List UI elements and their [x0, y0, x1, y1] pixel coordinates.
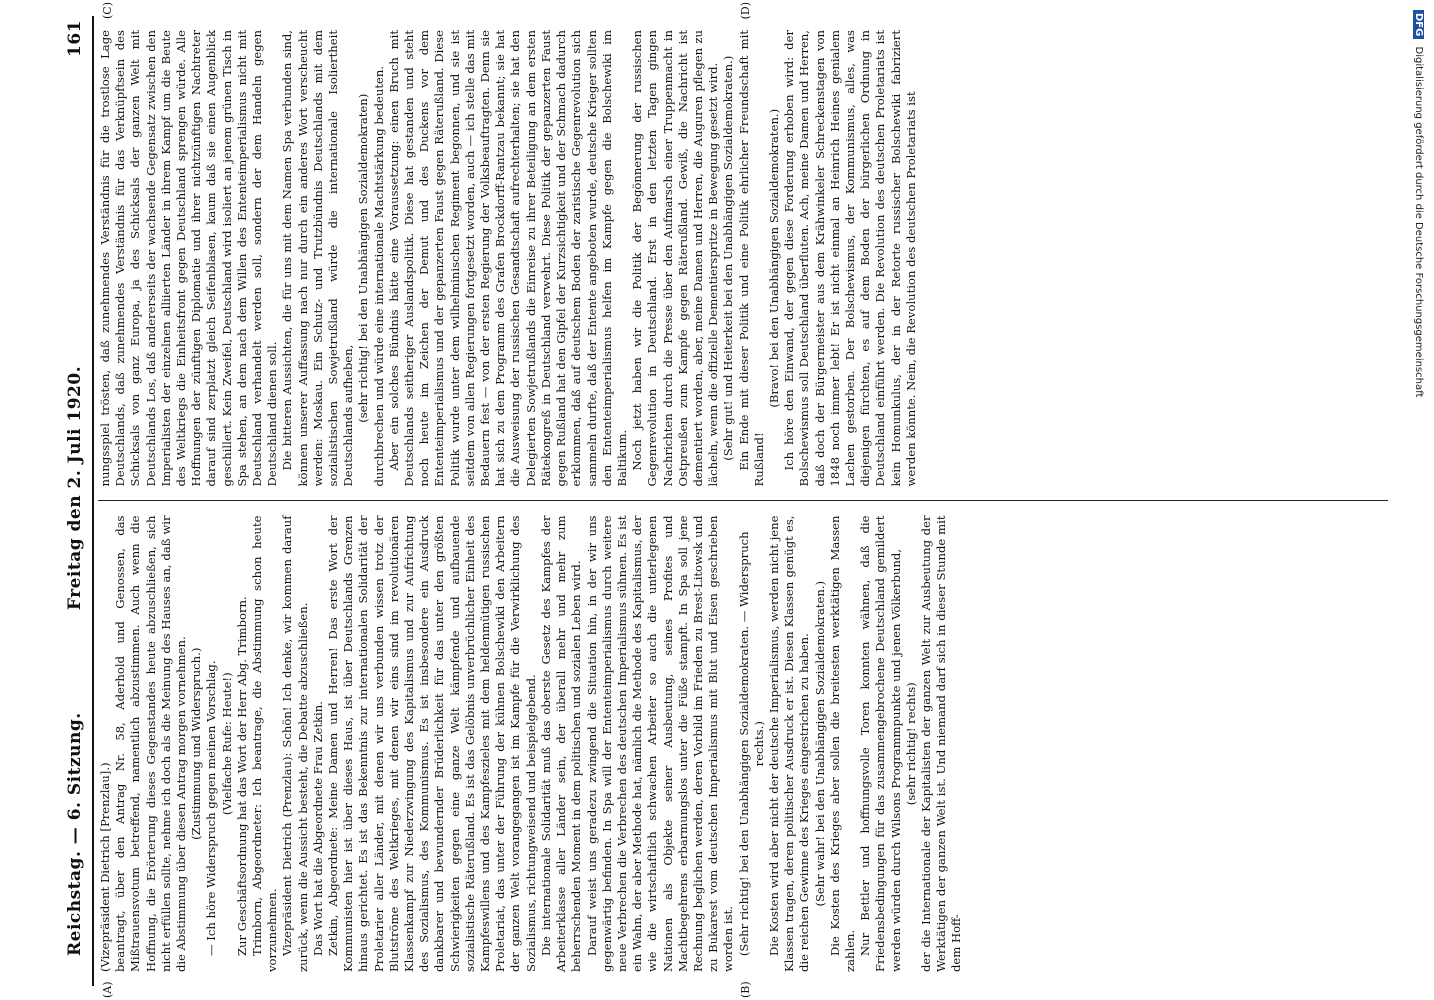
paragraph: Zetkin, Abgeordnete: Meine Damen und Herren! Das erste Wort der Kommunisten hier ist über dieses Haus, ist über Deutschlands Grenzen hinaus gerichtet. Es ist das Bekenntnis zur internationalen Solidarität der Proletarier aller Länder, mit denen wir uns verbunden wissen trotz der Blutströme des Weltkrieges, mit denen wir eins sind im revolutionären Klassenkampf zur Niederzwingung des Kapitalismus und zur Aufrichtung des Sozialismus, des Kommunismus. Es ist insbesondere ein Ausdruck dankbarer und bewundernder Brüderlichkeit für das unter den größten Schwierigkeiten gegen eine ganze Welt kämpfende und aufbauende sozialistische Räterußland. Es ist das Gelöbnis unverbrüchlicher Einheit des Kampfeswillens und des Kampfeszieles mit dem heldenmütigen russischen Proletariat, das unter der Führung der kühnen Bolschewiki den Arbeitern der ganzen Welt vorangegangen ist im Kampfe für die Verwirklichung des Sozialismus, richtungweisend und beispielgebend. — [326, 515, 538, 972]
header-date: Freitag den 2. Juli 1920. — [65, 365, 85, 611]
paragraph: Vizepräsident Dietrich (Prenzlau): Schön! Ich denke, wir kommen darauf zurück, wenn die Aussicht besteht, die Debatte abzuschließen. — [280, 515, 310, 972]
paragraph: Darauf weist uns geradezu zwingend die Situation hin, in der wir uns gegenwärtig befinden. In Spa will der Ententeimperialismus durch weitere neue Verbrechen die Verbrechen des deutschen Imperialismus sühnen. Es ist ein Wahn, der aber Methode hat, nämlich die Methode des Kapitalismus, der wie die wirtschaftlich schwachen Arbeiter so auch die unterlegenen Nationen als Objekte seiner Ausbeutung, seines Profites und Machtbegehrens erbarmungslos unter die Füße stampft. In Spa soll jene Rechnung beglichen werden, deren Vorbild im Frieden zu Brest-Litowsk und zu Bukarest vom deutschen Imperialismus mit Blut und Eisen geschrieben worden ist. — [584, 515, 736, 972]
paragraph: Die bitteren Aussichten, die für uns mit dem Namen Spa verbunden sind, können unserer Auffassung nach nur durch ein anderes Wort verscheucht werden: Moskau. Ein Schutz- und Trutzbündnis Deutschlands mit dem sozialistischen Sowjetrußland würde die internationale Isoliertheit Deutschlands aufheben, — [280, 30, 356, 487]
interjection: (Sehr wahr! bei den Unabhängigen Sozialdemokraten.) — [812, 580, 827, 907]
interjection: (Sehr richtig! bei den Unabhängigen Sozialdemokraten. — Widerspruch rechts.) — [736, 531, 766, 957]
document-page — [58, 2, 1388, 998]
paragraph: Ein Ende mit dieser Politik und eine Politik ehrlicher Freundschaft mit Rußland! — [736, 30, 766, 487]
paragraph: Zur Geschäftsordnung hat das Wort der Herr Abg. Trimborn. — [234, 596, 249, 956]
interjection: (sehr richtig! bei den Unabhängigen Sozialdemokraten) — [356, 93, 371, 423]
text-columns — [98, 2, 1388, 998]
margin-marker-b: (B) — [739, 981, 752, 998]
paragraph: Trimborn, Abgeordneter: Ich beantrage, die Abstimmung schon heute vorzunehmen. — [250, 515, 280, 972]
paragraph: Die Kosten des Krieges aber sollen die breitesten werktätigen Massen zahlen. — [827, 515, 857, 972]
paragraph: Ich höre den Einwand, der gegen diese Forderung erhoben wird: der Bolschewismus soll Deutschland überfluten. Ach, meine Damen und Herren, daß doch der Bürgermeister aus dem Krähwinkeler Schreckenstagen von 1848 noch immer lebt! Er ist nicht einmal an Heinrich Heines genialem Lachen gestorben. Der Bolschewismus, der Kommunismus, alles, was diejenigen fürchten, es auf dem Boden der bürgerlichen Ordnung in Deutschland einführt werden. Die Revolution des deutschen Proletariats ist kein Homunkulus, der in der Retorte russischer Bolschewiki fabriziert werden könnte. Nein, die Revolution des deutschen Proletariats ist — [782, 30, 918, 487]
paragraph: Noch jetzt haben wir die Politik der Begönnerung der russischen Gegenrevolution in Deutschland. Erst in den letzten Tagen gingen Nachrichten durch die Presse über den Aufmarsch einer Truppenmacht in Ostpreußen zum Kampfe gegen Räterußland. Gewiß, die Nachricht ist dementiert worden, aber, meine Damen und Herren, die Auguren pflegen zu lächeln, wenn die offizielle Dementierspritze in Bewegung gesetzt wird. — [630, 30, 721, 487]
credit-text: Digitalisierung gefördert durch die Deutsche Forschungsgemeinschaft — [1413, 46, 1424, 398]
digitization-credit — [1406, 10, 1430, 410]
paragraph: Das Wort hat die Abgeordnete Frau Zetkin. — [310, 701, 325, 956]
paragraph: — Ich höre Widerspruch gegen meinen Vorschlag. — [204, 660, 219, 956]
page-number: 161 — [65, 20, 85, 57]
margin-marker-a: (A) — [101, 981, 114, 998]
paragraph: durchbrechen und würde eine internationale Machtstärkung bedeuten. — [371, 65, 386, 487]
margin-marker-d: (D) — [739, 2, 752, 20]
column-left — [98, 502, 1388, 998]
interjection: (sehr richtig! rechts) — [903, 682, 918, 806]
paragraph: Die Kosten wird aber nicht der deutsche Imperialismus, werden nicht jene Klassen tragen, deren politischer Ausdruck er ist. Diesen Klassen genügt es, die reichen Gewinne des Krieges eingestrichen zu haben. — [766, 515, 812, 972]
speaker-header: (Vizepräsident Dietrich [Prenzlau].) — [98, 762, 112, 972]
paragraph: Aber ein solches Bündnis hätte eine Voraussetzung: einen Bruch mit Deutschlands seitheriger Auslandspolitik. Diese hat gestanden und steht noch heute im Zeichen der Demut und des Duckens vor dem Ententeimperialismus und der gepanzerten Faust gegen Räterußland. Diese Politik wurde unter dem wilhelminischen Regiment begonnen, und sie ist seitdem von allen Regierungen fortgesetzt worden, auch — ich stelle das mit Bedauern fest — von der ersten Regierung der Volksbeauftragten. Denn sie hat sich zu dem Programm des Grafen Brockdorff-Rantzau bekannt; sie hat die Ausweisung der russischen Gesandtschaft aufrechterhalten; sie hat den Delegierten Sowjetrußlands die Einreise zu ihrer Beteiligung an dem ersten Rätekongreß in Deutschland verwehrt. Diese Politik der gepanzerten Faust gegen Rußland hat den Gipfel der Kurzsichtigkeit und der Schmach dadurch erklommen, daß auf deutschem Boden der zaristische Gegenrevolution sich sammeln durfte, daß der Entente angeboten wurde, deutsche Krieger sollten den Ententeimperialismus helfen im Kampfe gegen die Bolschewiki im Baltikum. — [386, 30, 629, 487]
interjection: (Vielfache Rufe: Heute!) — [219, 672, 234, 816]
paragraph: Die internationale Solidarität muß das oberste Gesetz des Kampfes der Arbeiterklasse aller Länder sein, der überall mehr und mehr zum beherrschenden Moment in dem politischen und sozialen Leben wird. — [538, 515, 584, 972]
paragraph: der die Internationale der Kapitalisten der ganzen Welt zur Ausbeutung der Werktätigen der ganzen Welt ist. Und niemand darf sich in dieser Stunde mit dem Hoff- — [918, 515, 964, 972]
dfg-logo: DFG — [1413, 10, 1424, 39]
paragraph: nungsspiel trösten, daß zunehmendes Verständnis für die trostlose Lage Deutschlands, daß zunehmendes Verständnis für das Verknüpftsein des Schicksals von ganz Europa, ja des Schicksals der ganzen Welt mit Deutschlands Los, daß andererseits der wachsende Gegensatz zwischen den Imperialisten der einzelnen alliierten Länder in ihrem Kampf um die Beute des Weltkriegs die Einheitsfront gegen Deutschland sprengen würde. Alle Hoffnungen der zünftigen Diplomatie und ihrer nichtzünftigen Nachtreter darauf sind zerplatzt gleich Seifenblasen, kaum daß sie einen Augenblick geschillert. Kein Zweifel, Deutschland wird isoliert an jenem grünen Tisch in Spa stehen, an dem nach dem Willen des Ententeimperialismus nicht mit Deutschland verhandelt werden soll, sondern der dem Handeln gegen Deutschland dienen soll. — [98, 30, 280, 487]
paragraph: beantragt, über den Antrag Nr. 58, Aderhold und Genossen, das Mißtrauensvotum betreffend, namentlich abzustimmen. Auch wenn die Hoffnung, die Erörterung dieses Gegenstandes heute abzuschließen, sich nicht erfüllen sollte, nehme ich doch als die Meinung des Hauses an, daß wir die Abstimmung über diesen Antrag morgen vornehmen. — [113, 515, 189, 972]
paragraph: Nur Bettler und hoffnungsvolle Toren konnten wähnen, daß die Friedensbedingungen für das zusammengebrochene Deutschland gemildert werden würden durch Wilsons Programmpunkte und jenen Völkerbund, — [858, 515, 903, 972]
interjection: (Bravo! bei den Unabhängigen Sozialdemokraten.) — [766, 108, 781, 408]
interjection: (Zustimmung und Widerspruch.) — [189, 647, 204, 840]
margin-marker-c: (C) — [101, 2, 114, 19]
column-right — [98, 2, 1388, 502]
header-left: Reichstag. — 6. Sitzung. — [65, 712, 85, 956]
page-header — [58, 16, 94, 986]
interjection: (Sehr gut! und Heiterkeit bei den Unabhängigen Sozialdemokraten.) — [721, 55, 736, 461]
